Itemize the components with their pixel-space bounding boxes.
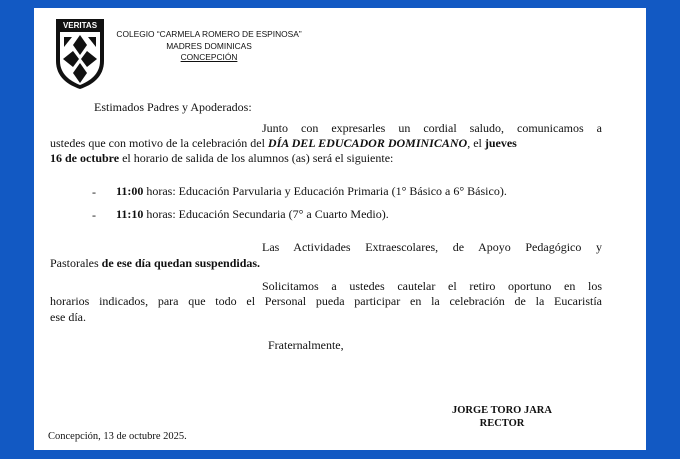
svg-text:VERITAS: VERITAS: [62, 21, 98, 30]
event-day: jueves: [484, 136, 517, 150]
bullet-dash-1: -: [92, 185, 96, 199]
paragraph-1-line-2: ustedes que con motivo de la celebración del DÍA DEL EDUCADOR DOMINICANO, el jueves: [50, 136, 517, 150]
schedule-item-1: 11:00 horas: Educación Parvularia y Educación Primaria (1° Básico a 6° Básico).: [116, 184, 507, 198]
paragraph-2-line-1: Las Actividades Extraescolares, de Apoyo Pedagógico y: [262, 240, 602, 254]
school-city: CONCEPCIÓN: [180, 52, 238, 62]
signer-title: RECTOR: [479, 418, 525, 429]
place-date: Concepción, 13 de octubre 2025.: [48, 431, 187, 442]
paragraph-1-line-1: Junto con expresarles un cordial saludo, comunicamos a: [262, 121, 602, 135]
paragraph-3-line-1: Solicitamos a ustedes cautelar el retiro oportuno en los: [262, 279, 602, 293]
paragraph-2-line-2: Pastorales de ese día quedan suspendidas.: [50, 256, 261, 270]
bullet-dash-2: -: [92, 208, 96, 222]
suspended-notice: de ese día quedan suspendidas.: [101, 256, 261, 270]
school-order: MADRES DOMINICAS: [166, 40, 252, 51]
greeting: Estimados Padres y Apoderados:: [94, 100, 252, 114]
event-date: 16 de octubre: [50, 151, 120, 165]
signature-block: [432, 404, 572, 430]
closing: Fraternalmente,: [268, 338, 344, 352]
event-name: DÍA DEL EDUCADOR DOMINICANO: [267, 136, 468, 150]
paragraph-3-line-3: ese día.: [50, 310, 86, 324]
paragraph-1-line-3: 16 de octubre el horario de salida de los alumnos (as) será el siguiente:: [50, 151, 394, 165]
schedule-item-2: 11:10 horas: Educación Secundaria (7° a Cuarto Medio).: [116, 207, 389, 221]
paragraph-3-line-2: horarios indicados, para que todo el Personal pueda participar en la celebración de la Eucaristía: [50, 294, 602, 308]
letter-sheet: [34, 8, 646, 450]
signer-name: JORGE TORO JARA: [452, 405, 552, 416]
school-name: COLEGIO “CARMELA ROMERO DE ESPINOSA”: [116, 29, 302, 39]
school-header: [94, 29, 324, 64]
